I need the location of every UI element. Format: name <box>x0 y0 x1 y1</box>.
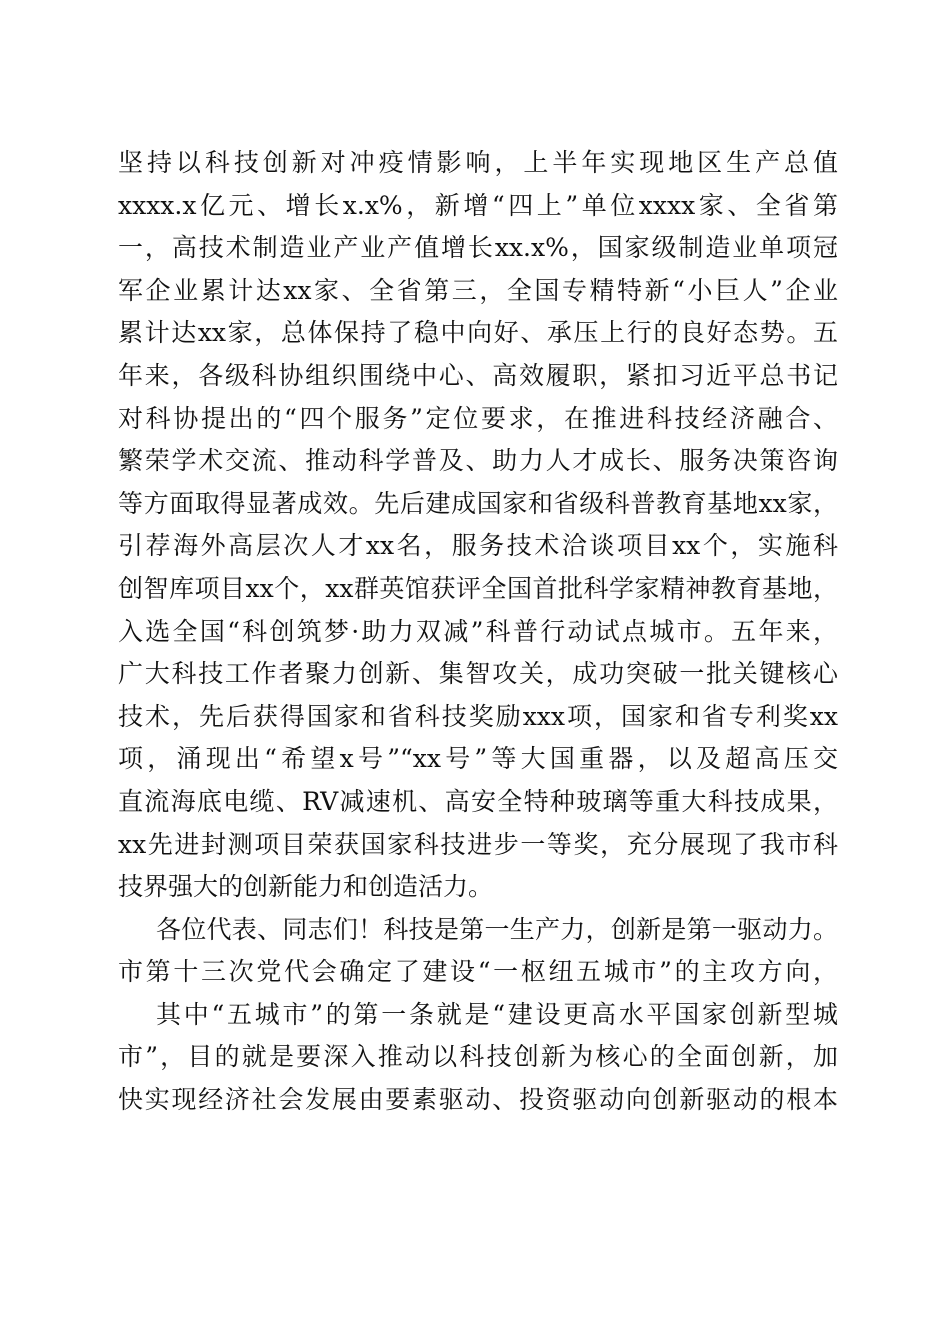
text-line: 累计达xx家，总体保持了稳中向好、承压上行的良好态势。五 <box>118 318 838 348</box>
text-line: 年来，各级科协组织围绕中心、高效履职，紧扣习近平总书记 <box>118 360 838 390</box>
body-text <box>118 142 838 1122</box>
text-line: 市”，目的就是要深入推动以科技创新为核心的全面创新，加 <box>118 1042 838 1072</box>
paragraph-2 <box>118 909 838 1122</box>
text-line: 技术，先后获得国家和省科技奖励xxx项，国家和省专利奖xx <box>118 701 838 731</box>
text-line: 市第十三次党代会确定了建设“一枢纽五城市”的主攻方向， <box>118 957 838 987</box>
text-line: 入选全国“科创筑梦·助力双减”科普行动试点城市。五年来， <box>118 616 838 646</box>
text-line: 引荐海外高层次人才xx名，服务技术洽谈项目xx个，实施科 <box>118 531 838 561</box>
text-line: xx先进封测项目荣获国家科技进步一等奖，充分展现了我市科 <box>118 829 838 859</box>
text-line: 各位代表、同志们！科技是第一生产力，创新是第一驱动力。 <box>156 914 838 944</box>
text-line: 其中“五城市”的第一条就是“建设更高水平国家创新型城 <box>156 999 838 1029</box>
text-line: 繁荣学术交流、推动科学普及、助力人才成长、服务决策咨询 <box>118 446 838 476</box>
text-line: 项，涌现出“希望x号”“xx号”等大国重器，以及超高压交 <box>118 744 838 774</box>
text-line: 直流海底电缆、RV减速机、高安全特种玻璃等重大科技成果， <box>118 786 838 816</box>
text-line: 一，高技术制造业产业产值增长xx.x%，国家级制造业单项冠 <box>118 233 838 263</box>
text-line: 对科协提出的“四个服务”定位要求，在推进科技经济融合、 <box>118 403 838 433</box>
text-line: 快实现经济社会发展由要素驱动、投资驱动向创新驱动的根本 <box>118 1085 838 1115</box>
text-line: 技界强大的创新能力和创造活力。 <box>118 872 494 902</box>
text-line: xxxx.x亿元、增长x.x%，新增“四上”单位xxxx家、全省第 <box>118 190 838 220</box>
text-line: 军企业累计达xx家、全省第三，全国专精特新“小巨人”企业 <box>118 275 838 305</box>
text-line: 坚持以科技创新对冲疫情影响，上半年实现地区生产总值 <box>118 148 838 177</box>
text-line: 等方面取得显著成效。先后建成国家和省级科普教育基地xx家， <box>118 488 838 518</box>
paragraph-1 <box>118 142 838 909</box>
text-line: 广大科技工作者聚力创新、集智攻关，成功突破一批关键核心 <box>118 659 838 689</box>
text-line: 创智库项目xx个，xx群英馆获评全国首批科学家精神教育基地， <box>118 573 838 603</box>
